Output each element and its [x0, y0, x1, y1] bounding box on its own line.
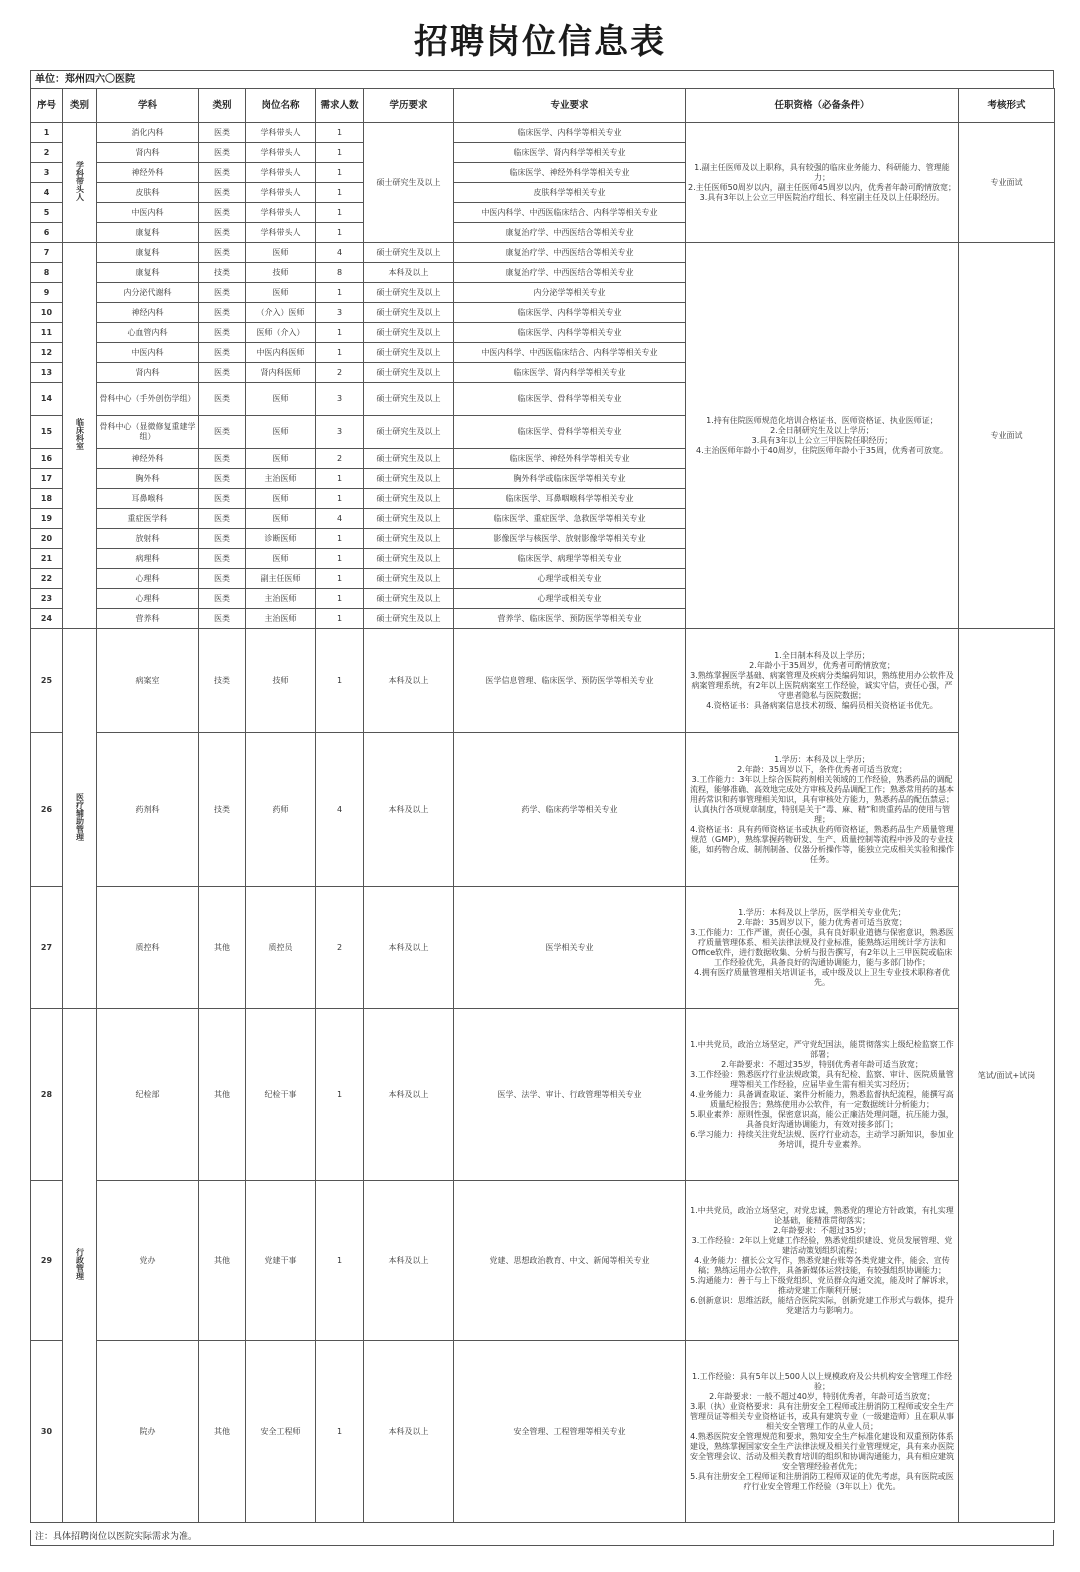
row-no: 10	[31, 303, 63, 323]
type-cell: 医类	[199, 509, 246, 529]
qualification-cell: 1.持有住院医师规范化培训合格证书、医师资格证、执业医师证； 2.全日制研究生及以上学历； 3.具有3年以上公立三甲医院任职经历； 4.主治医师年龄小于40周岁，住院医师年龄小于35周，优秀者可放宽。	[686, 243, 959, 629]
type-cell: 其他	[199, 887, 246, 1009]
post-cell: 纪检干事	[246, 1009, 316, 1181]
post-cell: 学科带头人	[246, 123, 316, 143]
unit-label: 单位：郑州四六〇医院	[30, 70, 1054, 88]
post-cell: 质控员	[246, 887, 316, 1009]
count-cell: 1	[316, 343, 364, 363]
post-cell: 党建干事	[246, 1181, 316, 1341]
education-cell: 硕士研究生及以上	[364, 589, 454, 609]
count-cell: 2	[316, 363, 364, 383]
count-cell: 1	[316, 223, 364, 243]
qualification-cell: 1.学历：本科及以上学历，医学相关专业优先； 2.年龄：35周岁以下，能力优秀者可适当放宽； 3.工作能力：工作严谨，责任心强，具有良好职业道德与保密意识，熟悉医疗质量管理体系、相关法律法规及行业标准，能熟练运用统计学方法和Office软件，进行数据收集、分析与报告撰写，有2年以上三甲医院或临床工作经验优先，具备良好的沟通协调能力，能与多部门协作； 4.拥有医疗质量管理相关培训证书，或中级及以上卫生专业技术职称者优先。	[686, 887, 959, 1009]
education-cell: 硕士研究生及以上	[364, 283, 454, 303]
category-label: 行政管理	[75, 1248, 85, 1280]
subject-cell: 康复科	[97, 263, 199, 283]
row-no: 22	[31, 569, 63, 589]
count-cell: 1	[316, 609, 364, 629]
education-cell: 硕士研究生及以上	[364, 383, 454, 416]
post-cell: 副主任医师	[246, 569, 316, 589]
major-cell: 药学、临床药学等相关专业	[454, 733, 686, 887]
table-row	[31, 123, 1055, 143]
count-cell: 1	[316, 489, 364, 509]
major-cell: 党建、思想政治教育、中文、新闻等相关专业	[454, 1181, 686, 1341]
post-cell: 中医内科医师	[246, 343, 316, 363]
type-cell: 医类	[199, 383, 246, 416]
education-cell: 本科及以上	[364, 263, 454, 283]
subject-cell: 肾内科	[97, 363, 199, 383]
type-cell: 医类	[199, 283, 246, 303]
qualification-cell: 1.副主任医师及以上职称，具有较强的临床业务能力、科研能力、管理能力； 2.主任医师50周岁以内，副主任医师45周岁以内，优秀者年龄可酌情放宽； 3.具有3年以上公立三甲医院治疗组长、科室副主任及以上任职经历。	[686, 123, 959, 243]
count-cell: 1	[316, 549, 364, 569]
count-cell: 1	[316, 589, 364, 609]
subject-cell: 骨科中心（手外创伤学组）	[97, 383, 199, 416]
post-cell: （介入）医师	[246, 303, 316, 323]
type-cell: 其他	[199, 1341, 246, 1523]
education-cell: 硕士研究生及以上	[364, 529, 454, 549]
type-cell: 医类	[199, 163, 246, 183]
type-cell: 医类	[199, 469, 246, 489]
major-cell: 内分泌学等相关专业	[454, 283, 686, 303]
post-cell: 医师	[246, 243, 316, 263]
type-cell: 医类	[199, 203, 246, 223]
row-no: 18	[31, 489, 63, 509]
count-cell: 1	[316, 569, 364, 589]
count-cell: 1	[316, 1341, 364, 1523]
row-no: 7	[31, 243, 63, 263]
subject-cell: 骨科中心（显微修复重建学组）	[97, 416, 199, 449]
subject-cell: 病理科	[97, 549, 199, 569]
major-cell: 临床医学、病理学等相关专业	[454, 549, 686, 569]
major-cell: 安全管理、工程管理等相关专业	[454, 1341, 686, 1523]
education-cell: 硕士研究生及以上	[364, 569, 454, 589]
qualification-cell: 1.中共党员，政治立场坚定，对党忠诚，熟悉党的理论方针政策，有扎实理论基础，能精准贯彻落实； 2.年龄要求：不超过35岁； 3.工作经验：2年以上党建工作经验，熟悉党组织建设、党员发展管理、党建活动策划组织流程； 4.业务能力：擅长公文写作，熟悉党建台账等各类党建文件，能会、宣传稿；熟练运用办公软件，具备新媒体运营技能，有较强组织协调能力； 5.沟通能力：善于与上下级党组织、党员群众沟通交流，能及时了解诉求，推动党建工作顺利开展； 6.创新意识：思维活跃，能结合医院实际，创新党建工作形式与载体，提升党建活力与影响力。	[686, 1181, 959, 1341]
education-cell: 硕士研究生及以上	[364, 303, 454, 323]
type-cell: 医类	[199, 323, 246, 343]
type-cell: 医类	[199, 223, 246, 243]
subject-cell: 中医内科	[97, 203, 199, 223]
qualification-cell: 1.中共党员，政治立场坚定，严守党纪国法，能贯彻落实上级纪检监察工作部署； 2.年龄要求：不超过35岁，特别优秀者年龄可适当放宽； 3.工作经验：熟悉医疗行业法规政策，具有纪检、监察、审计、医院质量管理等相关工作经验，应届毕业生需有相关实习经历； 4.业务能力：具备调查取证、案件分析能力，熟悉监督执纪流程，能撰写高质量纪检报告；熟练使用办公软件，有一定数据统计分析能力； 5.职业素养：原则性强，保密意识高，能公正廉洁处理问题，抗压能力强，具备良好沟通协调能力，有效对接多部门； 6.学习能力：持续关注党纪法规、医疗行业动态，主动学习新知识，参加业务培训，提升专业素养。	[686, 1009, 959, 1181]
subject-cell: 耳鼻喉科	[97, 489, 199, 509]
row-no: 2	[31, 143, 63, 163]
exam-cell: 专业面试	[959, 243, 1055, 629]
education-cell: 本科及以上	[364, 1009, 454, 1181]
row-no: 13	[31, 363, 63, 383]
major-cell: 中医内科学、中西医临床结合、内科学等相关专业	[454, 203, 686, 223]
type-cell: 医类	[199, 183, 246, 203]
major-cell: 临床医学、肾内科学等相关专业	[454, 363, 686, 383]
education-cell: 硕士研究生及以上	[364, 243, 454, 263]
table-row	[31, 629, 1055, 733]
subject-cell: 胸外科	[97, 469, 199, 489]
type-cell: 医类	[199, 549, 246, 569]
count-cell: 1	[316, 529, 364, 549]
type-cell: 医类	[199, 363, 246, 383]
header-education: 学历要求	[364, 89, 454, 123]
recruitment-table	[30, 88, 1055, 1523]
type-cell: 医类	[199, 569, 246, 589]
count-cell: 4	[316, 243, 364, 263]
post-cell: 学科带头人	[246, 223, 316, 243]
count-cell: 1	[316, 1009, 364, 1181]
subject-cell: 内分泌代谢科	[97, 283, 199, 303]
subject-cell: 中医内科	[97, 343, 199, 363]
education-cell: 硕士研究生及以上	[364, 489, 454, 509]
row-no: 19	[31, 509, 63, 529]
post-cell: 学科带头人	[246, 183, 316, 203]
post-cell: 学科带头人	[246, 163, 316, 183]
type-cell: 医类	[199, 243, 246, 263]
post-cell: 医师	[246, 489, 316, 509]
type-cell: 医类	[199, 416, 246, 449]
type-cell: 医类	[199, 589, 246, 609]
row-no: 11	[31, 323, 63, 343]
table-header-row	[31, 89, 1055, 123]
education-cell: 硕士研究生及以上	[364, 609, 454, 629]
subject-cell: 康复科	[97, 243, 199, 263]
post-cell: 安全工程师	[246, 1341, 316, 1523]
count-cell: 3	[316, 416, 364, 449]
type-cell: 其他	[199, 1009, 246, 1181]
count-cell: 1	[316, 183, 364, 203]
row-no: 25	[31, 629, 63, 733]
table-row	[31, 1181, 1055, 1341]
major-cell: 临床医学、耳鼻咽喉科学等相关专业	[454, 489, 686, 509]
post-cell: 主治医师	[246, 469, 316, 489]
header-no: 序号	[31, 89, 63, 123]
row-no: 17	[31, 469, 63, 489]
type-cell: 技类	[199, 263, 246, 283]
row-no: 20	[31, 529, 63, 549]
category-label: 医疗辅助管理	[75, 793, 85, 841]
category-cell	[63, 629, 97, 1009]
major-cell: 营养学、临床医学、预防医学等相关专业	[454, 609, 686, 629]
education-cell: 硕士研究生及以上	[364, 549, 454, 569]
education-cell: 硕士研究生及以上	[364, 363, 454, 383]
subject-cell: 院办	[97, 1341, 199, 1523]
subject-cell: 心理科	[97, 589, 199, 609]
subject-cell: 重症医学科	[97, 509, 199, 529]
page-title: 招聘岗位信息表	[414, 22, 666, 62]
subject-cell: 神经外科	[97, 449, 199, 469]
education-cell: 硕士研究生及以上	[364, 123, 454, 243]
row-no: 27	[31, 887, 63, 1009]
major-cell: 心理学或相关专业	[454, 569, 686, 589]
category-label: 学科带头人	[75, 161, 85, 201]
major-cell: 临床医学、重症医学、急救医学等相关专业	[454, 509, 686, 529]
subject-cell: 肾内科	[97, 143, 199, 163]
post-cell: 医师	[246, 509, 316, 529]
count-cell: 3	[316, 303, 364, 323]
education-cell: 硕士研究生及以上	[364, 416, 454, 449]
major-cell: 康复治疗学、中西医结合等相关专业	[454, 243, 686, 263]
post-cell: 药师	[246, 733, 316, 887]
post-cell: 医师	[246, 416, 316, 449]
post-cell: 医师	[246, 383, 316, 416]
major-cell: 临床医学、内科学等相关专业	[454, 303, 686, 323]
subject-cell: 皮肤科	[97, 183, 199, 203]
header-exam: 考核形式	[959, 89, 1055, 123]
row-no: 3	[31, 163, 63, 183]
subject-cell: 放射科	[97, 529, 199, 549]
row-no: 8	[31, 263, 63, 283]
education-cell: 硕士研究生及以上	[364, 343, 454, 363]
post-cell: 医师	[246, 283, 316, 303]
table-row	[31, 1009, 1055, 1181]
header-type: 类别	[199, 89, 246, 123]
row-no: 23	[31, 589, 63, 609]
type-cell: 医类	[199, 609, 246, 629]
type-cell: 其他	[199, 1181, 246, 1341]
table-row	[31, 1341, 1055, 1523]
major-cell: 临床医学、神经外科学等相关专业	[454, 163, 686, 183]
subject-cell: 消化内科	[97, 123, 199, 143]
post-cell: 主治医师	[246, 609, 316, 629]
count-cell: 1	[316, 163, 364, 183]
post-cell: 技师	[246, 263, 316, 283]
header-subject: 学科	[97, 89, 199, 123]
count-cell: 8	[316, 263, 364, 283]
education-cell: 本科及以上	[364, 1181, 454, 1341]
major-cell: 临床医学、骨科学等相关专业	[454, 383, 686, 416]
header-qualification: 任职资格（必备条件）	[686, 89, 959, 123]
education-cell: 硕士研究生及以上	[364, 509, 454, 529]
post-cell: 诊断医师	[246, 529, 316, 549]
major-cell: 康复治疗学、中西医结合等相关专业	[454, 223, 686, 243]
qualification-cell: 1.全日制本科及以上学历； 2.年龄小于35周岁，优秀者可酌情放宽； 3.熟练掌握医学基础、病案管理及疾病分类编码知识，熟练使用办公软件及病案管理系统，有2年以上医院病案室工作经验，诚实守信，责任心强，严守患者隐私与医院数据； 4.资格证书：具备病案信息技术初级、编码员相关资格证书优先。	[686, 629, 959, 733]
post-cell: 医师	[246, 549, 316, 569]
major-cell: 胸外科学或临床医学等相关专业	[454, 469, 686, 489]
major-cell: 临床医学、骨科学等相关专业	[454, 416, 686, 449]
type-cell: 医类	[199, 343, 246, 363]
post-cell: 技师	[246, 629, 316, 733]
row-no: 5	[31, 203, 63, 223]
type-cell: 医类	[199, 529, 246, 549]
row-no: 30	[31, 1341, 63, 1523]
row-no: 29	[31, 1181, 63, 1341]
row-no: 15	[31, 416, 63, 449]
education-cell: 本科及以上	[364, 887, 454, 1009]
subject-cell: 神经内科	[97, 303, 199, 323]
table-row	[31, 887, 1055, 1009]
row-no: 4	[31, 183, 63, 203]
type-cell: 医类	[199, 303, 246, 323]
count-cell: 1	[316, 203, 364, 223]
subject-cell: 心理科	[97, 569, 199, 589]
count-cell: 1	[316, 1181, 364, 1341]
post-cell: 学科带头人	[246, 143, 316, 163]
education-cell: 硕士研究生及以上	[364, 469, 454, 489]
type-cell: 医类	[199, 489, 246, 509]
row-no: 21	[31, 549, 63, 569]
major-cell: 医学、法学、审计、行政管理等相关专业	[454, 1009, 686, 1181]
header-category: 类别	[63, 89, 97, 123]
count-cell: 1	[316, 323, 364, 343]
count-cell: 1	[316, 469, 364, 489]
row-no: 28	[31, 1009, 63, 1181]
row-no: 24	[31, 609, 63, 629]
row-no: 12	[31, 343, 63, 363]
post-cell: 学科带头人	[246, 203, 316, 223]
category-cell	[63, 123, 97, 243]
education-cell: 本科及以上	[364, 1341, 454, 1523]
table-row	[31, 733, 1055, 887]
count-cell: 4	[316, 733, 364, 887]
header-major: 专业要求	[454, 89, 686, 123]
type-cell: 技类	[199, 629, 246, 733]
major-cell: 医学信息管理、临床医学、预防医学等相关专业	[454, 629, 686, 733]
row-no: 1	[31, 123, 63, 143]
subject-cell: 心血管内科	[97, 323, 199, 343]
count-cell: 2	[316, 449, 364, 469]
subject-cell: 纪检部	[97, 1009, 199, 1181]
type-cell: 医类	[199, 143, 246, 163]
exam-cell: 笔试/面试+试岗	[959, 629, 1055, 1523]
type-cell: 医类	[199, 449, 246, 469]
major-cell: 临床医学、肾内科学等相关专业	[454, 143, 686, 163]
post-cell: 医师（介入）	[246, 323, 316, 343]
subject-cell: 营养科	[97, 609, 199, 629]
row-no: 14	[31, 383, 63, 416]
education-cell: 本科及以上	[364, 629, 454, 733]
subject-cell: 质控科	[97, 887, 199, 1009]
count-cell: 2	[316, 887, 364, 1009]
header-count: 需求人数	[316, 89, 364, 123]
subject-cell: 党办	[97, 1181, 199, 1341]
major-cell: 康复治疗学、中西医结合等相关专业	[454, 263, 686, 283]
count-cell: 1	[316, 123, 364, 143]
category-label: 临床科室	[75, 418, 85, 450]
count-cell: 1	[316, 283, 364, 303]
type-cell: 医类	[199, 123, 246, 143]
major-cell: 临床医学、内科学等相关专业	[454, 123, 686, 143]
qualification-cell: 1.学历：本科及以上学历； 2.年龄：35周岁以下，条件优秀者可适当放宽； 3.工作能力：3年以上综合医院药剂相关领域的工作经验，熟悉药品的调配流程，能够准确、高效地完成处方审核及药品调配工作；熟悉常用药的基本用药常识和药事管理相关知识，具有审核处方能力，熟悉药品的配伍禁忌；认真执行各项规章制度，特别是关于“毒、麻、精”和贵重药品的使用与管理； 4.资格证书：具有药师资格证书或执业药师资格证，熟悉药品生产质量管理规范（GMP），熟练掌握药物研发、生产、质量控制等流程中涉及的专业技能，如药物合成、制剂制备、仪器分析操作等，能独立完成相关实验和操作任务。	[686, 733, 959, 887]
row-no: 6	[31, 223, 63, 243]
subject-cell: 病案室	[97, 629, 199, 733]
major-cell: 临床医学、内科学等相关专业	[454, 323, 686, 343]
major-cell: 中医内科学、中西医临床结合、内科学等相关专业	[454, 343, 686, 363]
header-post: 岗位名称	[246, 89, 316, 123]
major-cell: 影像医学与核医学、放射影像学等相关专业	[454, 529, 686, 549]
footnote: 注：具体招聘岗位以医院实际需求为准。	[30, 1530, 1054, 1546]
education-cell: 本科及以上	[364, 733, 454, 887]
table-row	[31, 243, 1055, 263]
count-cell: 4	[316, 509, 364, 529]
qualification-cell: 1.工作经验：具有5年以上500人以上规模政府及公共机构安全管理工作经验； 2.年龄要求：一般不超过40岁，特别优秀者，年龄可适当放宽； 3.职（执）业资格要求：具有注册安全工程师或注册消防工程师或安全生产管理员证等相关专业资格证书，或具有建筑专业（一级建造师）且在职从事相关安全管理工作的从业人员； 4.熟悉医院安全管理规范和要求，熟知安全生产标准化建设和双重预防体系建设，熟练掌握国家安全生产法律法规及相关行业管理规定，具有来办医院安全管理会议、活动及相关教育培训的组织和协调沟通能力，具有相应建筑安全管理经验者优先； 5.具有注册安全工程师证和注册消防工程师双证的优先考虑，具有医院或医疗行业安全管理工作经验（3年以上）优先。	[686, 1341, 959, 1523]
row-no: 26	[31, 733, 63, 887]
education-cell: 硕士研究生及以上	[364, 449, 454, 469]
row-no: 16	[31, 449, 63, 469]
category-cell	[63, 243, 97, 629]
post-cell: 主治医师	[246, 589, 316, 609]
major-cell: 皮肤科学等相关专业	[454, 183, 686, 203]
post-cell: 肾内科医师	[246, 363, 316, 383]
subject-cell: 康复科	[97, 223, 199, 243]
count-cell: 1	[316, 629, 364, 733]
major-cell: 临床医学、神经外科学等相关专业	[454, 449, 686, 469]
category-cell	[63, 1009, 97, 1523]
subject-cell: 药剂科	[97, 733, 199, 887]
major-cell: 心理学或相关专业	[454, 589, 686, 609]
exam-cell: 专业面试	[959, 123, 1055, 243]
type-cell: 技类	[199, 733, 246, 887]
major-cell: 医学相关专业	[454, 887, 686, 1009]
row-no: 9	[31, 283, 63, 303]
count-cell: 1	[316, 143, 364, 163]
subject-cell: 神经外科	[97, 163, 199, 183]
post-cell: 医师	[246, 449, 316, 469]
education-cell: 硕士研究生及以上	[364, 323, 454, 343]
count-cell: 3	[316, 383, 364, 416]
